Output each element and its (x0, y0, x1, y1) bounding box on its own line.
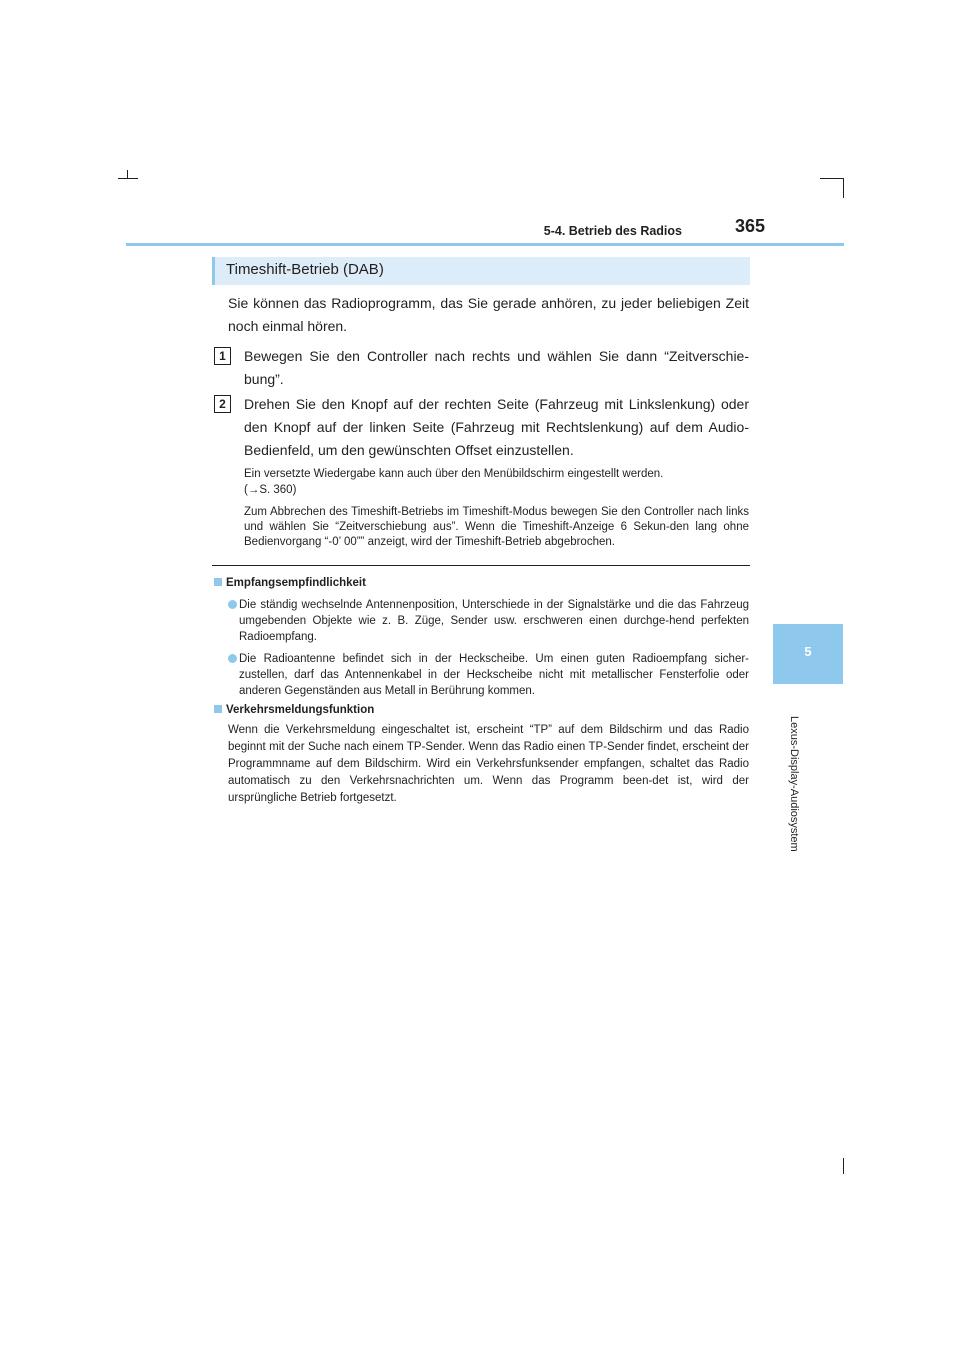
section-heading-box (212, 257, 750, 285)
chapter-label: Lexus-Display-Audiosystem (788, 716, 800, 852)
crop-mark-top-right-h (820, 178, 844, 179)
running-header-section: 5-4. Betrieb des Radios (543, 224, 682, 238)
page-number: 365 (735, 216, 766, 236)
intro-text: Sie können das Radioprogramm, das Sie gerade anhören, zu jeder beliebigen Zeit noch einmal hören. (228, 295, 749, 334)
info-item (228, 597, 749, 645)
section-divider (212, 565, 750, 566)
step-1 (214, 345, 749, 391)
circle-bullet-icon (228, 654, 237, 663)
square-bullet-icon (214, 705, 222, 713)
step-2 (214, 393, 749, 462)
step-text: Drehen Sie den Knopf auf der rechten Seite (Fahrzeug mit Linkslenkung) oder den Knopf auf der linken Seite (Fahrzeug mit Rechtslenkung) auf dem Audio-Bedienfeld, um den gewünschten Offset einzustellen. (244, 396, 749, 458)
info-heading-text: Verkehrsmeldungsfunktion (226, 704, 375, 716)
info-heading-text: Empfangsempfindlichkeit (226, 577, 366, 589)
info-item-text: Die ständig wechselnde Antennenposition, Unterschiede in der Signalstärke und die das Fahrzeug umgebenden Objekte wie z. B. Züge, Sender usw. erschweren einen durchge-hend perfekten Radioempfang. (239, 599, 749, 643)
section-title: Timeshift-Betrieb (DAB) (226, 261, 384, 278)
chapter-number: 5 (804, 644, 812, 659)
square-bullet-icon (214, 578, 222, 586)
note-page-ref: (→S. 360) (244, 484, 297, 496)
header-rule (126, 243, 844, 246)
info-heading-reception (214, 577, 366, 589)
chapter-tab (773, 624, 843, 684)
crop-mark-top-right-v (843, 178, 844, 198)
step-number: 2 (214, 395, 231, 413)
info-heading-traffic (214, 704, 374, 716)
step-number: 1 (214, 347, 231, 365)
note-menu: Ein versetzte Wiedergabe kann auch über den Menübildschirm eingestellt werden. (244, 468, 664, 480)
circle-bullet-icon (228, 600, 237, 609)
traffic-paragraph: Wenn die Verkehrsmeldung eingeschaltet ist, erscheint “TP” auf dem Bildschirm und das Radio beginnt mit der Suche nach einem TP-Sender. Wenn das Radio einen TP-Sender findet, erscheint der Programmname auf dem Bildschirm. Wird ein Verkehrsfunksender empfangen, schaltet das Radio automatisch zu den Verkehrsnachrichten um. Wenn das Programm been-det ist, wird der ursprüngliche Betrieb fortgesetzt. (228, 724, 749, 804)
crop-mark-top-left-v (127, 170, 128, 178)
info-item (228, 651, 749, 699)
note-cancel: Zum Abbrechen des Timeshift-Betriebs im Timeshift-Modus bewegen Sie den Controller nach links und wählen Sie “Zeitverschiebung aus”. Wenn die Timeshift-Anzeige 6 Sekun-den lang ohne Bedienvorgang “-0’ 00”” anzeigt, wird der Timeshift-Betrieb abgebrochen. (244, 506, 749, 548)
crop-mark-top-left-h (118, 178, 138, 179)
chapter-side-label (788, 716, 806, 856)
crop-mark-bottom-right-v (843, 1158, 844, 1174)
info-item-text: Die Radioantenne befindet sich in der Heckscheibe. Um einen guten Radioempfang sicher-zustellen, darf das Antennenkabel in der Heckscheibe nicht mit metallischer Fensterfolie oder anderen Gegenständen aus Metall in Berührung kommen. (239, 653, 749, 697)
step-text: Bewegen Sie den Controller nach rechts und wählen Sie dann “Zeitverschie-bung”. (244, 348, 749, 387)
